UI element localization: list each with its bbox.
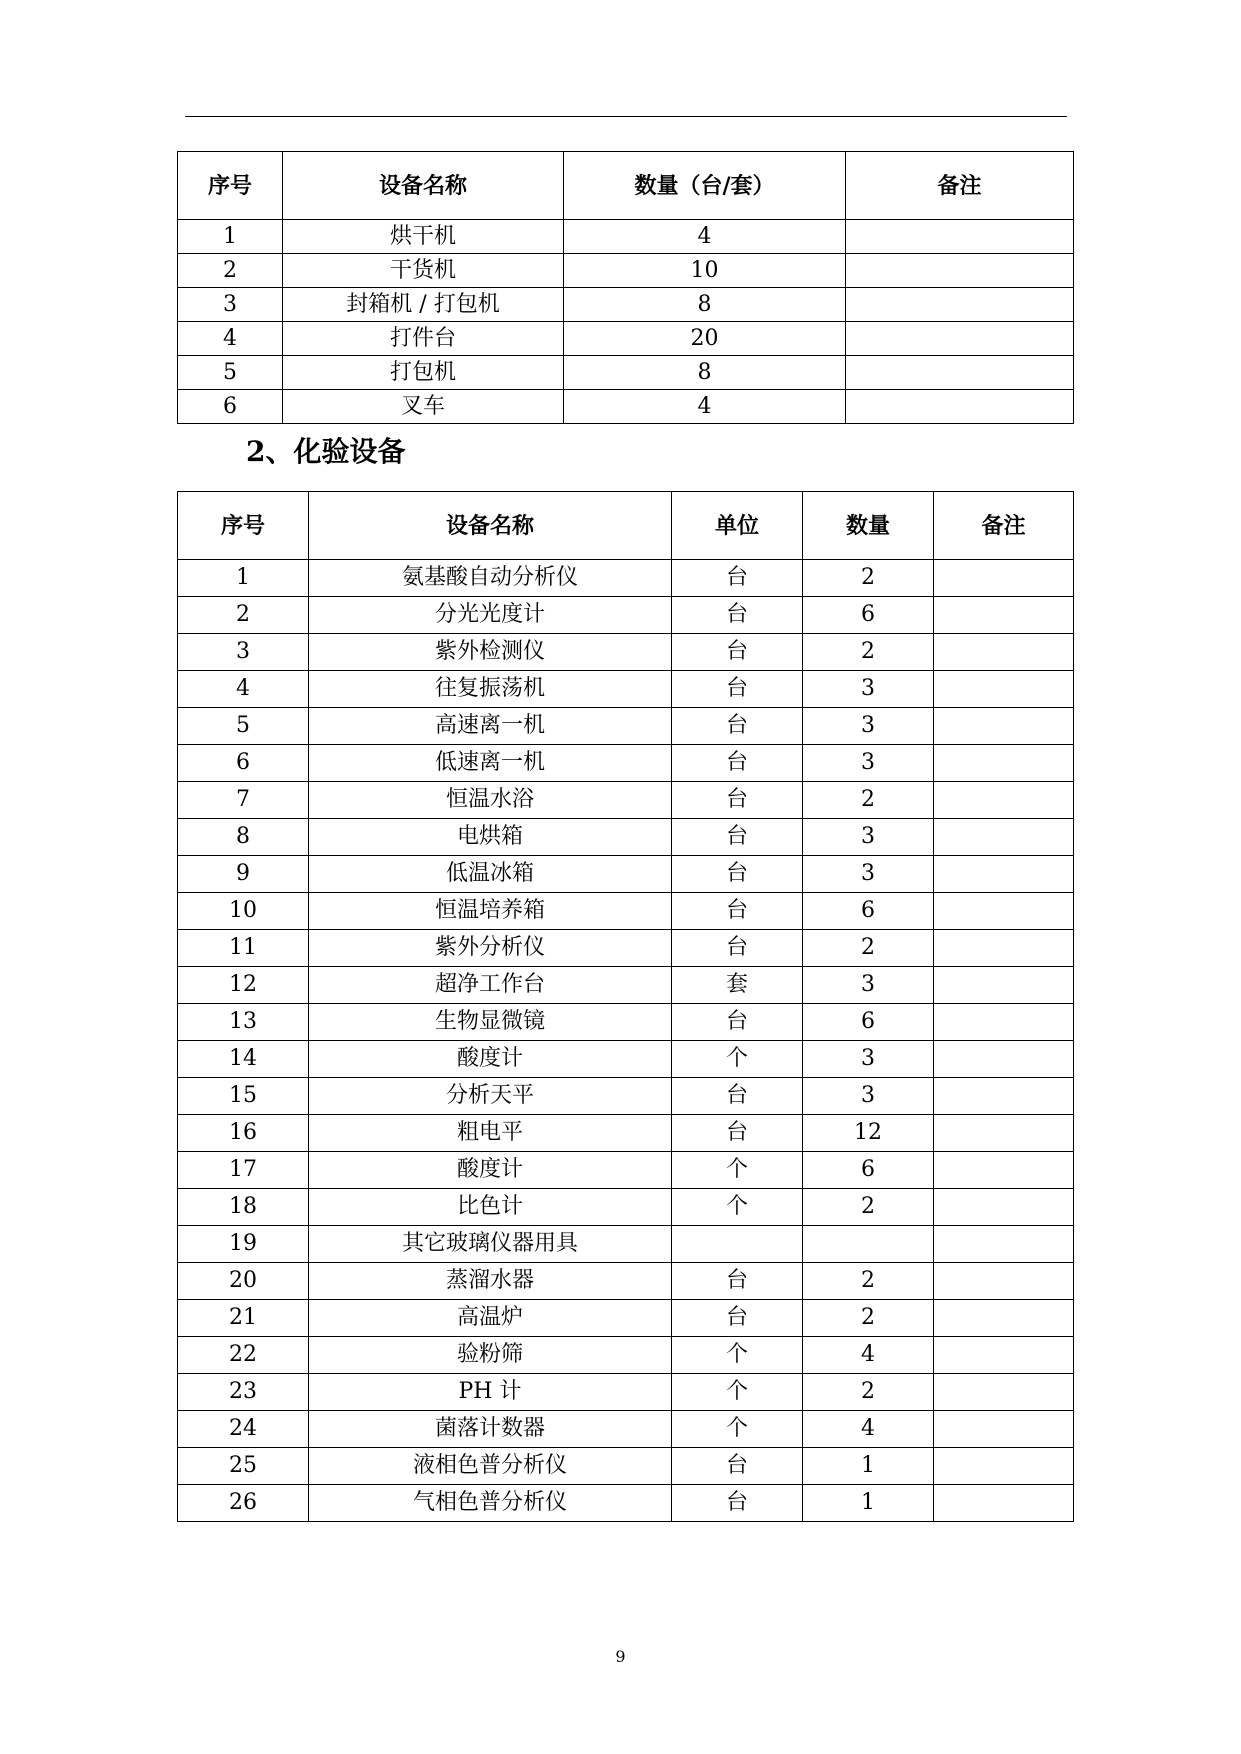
table-cell: 1 <box>803 1448 934 1485</box>
table-cell: 2 <box>803 560 934 597</box>
table-cell: 台 <box>672 1300 803 1337</box>
table-cell: 台 <box>672 1485 803 1522</box>
table-cell: 1 <box>178 560 309 597</box>
table-cell: 高温炉 <box>309 1300 672 1337</box>
section-title: 2、化验设备 <box>246 435 406 468</box>
table-cell: 21 <box>178 1300 309 1337</box>
table-cell: 其它玻璃仪器用具 <box>309 1226 672 1263</box>
table-cell: 套 <box>672 967 803 1004</box>
table-cell: 酸度计 <box>309 1152 672 1189</box>
table-cell: 5 <box>178 708 309 745</box>
table-cell: 20 <box>564 322 846 356</box>
table-cell: 紫外检测仪 <box>309 634 672 671</box>
table-cell: 叉车 <box>283 390 564 424</box>
table-cell <box>934 671 1074 708</box>
table-cell: 8 <box>178 819 309 856</box>
table-header-row <box>178 152 1074 220</box>
table-cell: 超净工作台 <box>309 967 672 1004</box>
equipment-table-1 <box>177 151 1074 424</box>
table-cell: 气相色普分析仪 <box>309 1485 672 1522</box>
table-cell <box>934 634 1074 671</box>
table-cell: 8 <box>564 288 846 322</box>
table-cell: 12 <box>803 1115 934 1152</box>
table-cell <box>934 1337 1074 1374</box>
table-row <box>178 708 1074 745</box>
table-cell: 台 <box>672 745 803 782</box>
table-cell <box>934 1374 1074 1411</box>
table-row <box>178 390 1074 424</box>
table-cell <box>934 1078 1074 1115</box>
table-cell: 5 <box>178 356 283 390</box>
header-rule <box>185 116 1067 117</box>
table-cell: 电烘箱 <box>309 819 672 856</box>
table-cell: 个 <box>672 1041 803 1078</box>
table-cell <box>934 1448 1074 1485</box>
table-row <box>178 1041 1074 1078</box>
table-row <box>178 597 1074 634</box>
table-cell <box>846 356 1074 390</box>
table-cell <box>934 1263 1074 1300</box>
table-row <box>178 745 1074 782</box>
table-cell: 6 <box>803 597 934 634</box>
header-cell: 数量（台/套） <box>564 152 846 220</box>
table-cell <box>934 782 1074 819</box>
table-cell: 台 <box>672 856 803 893</box>
table-row <box>178 671 1074 708</box>
table-cell: 比色计 <box>309 1189 672 1226</box>
table-cell: 往复振荡机 <box>309 671 672 708</box>
table-row <box>178 893 1074 930</box>
table-cell <box>846 390 1074 424</box>
table-cell: 1 <box>178 220 283 254</box>
table-cell: 1 <box>803 1485 934 1522</box>
table-cell <box>934 1189 1074 1226</box>
table-cell: 2 <box>803 1189 934 1226</box>
table-row <box>178 1226 1074 1263</box>
table-cell: 2 <box>803 1374 934 1411</box>
table-row <box>178 930 1074 967</box>
table-cell: 15 <box>178 1078 309 1115</box>
table-cell: 11 <box>178 930 309 967</box>
table-cell: 个 <box>672 1337 803 1374</box>
table-cell: 恒温培养箱 <box>309 893 672 930</box>
table-row <box>178 1485 1074 1522</box>
header-cell: 数量 <box>803 492 934 560</box>
table-row <box>178 967 1074 1004</box>
table-cell <box>934 1300 1074 1337</box>
table-cell <box>934 819 1074 856</box>
table-cell: 25 <box>178 1448 309 1485</box>
table-cell: 个 <box>672 1189 803 1226</box>
table-cell: 烘干机 <box>283 220 564 254</box>
table-cell <box>934 893 1074 930</box>
table-cell <box>934 856 1074 893</box>
table-cell: 2 <box>803 1300 934 1337</box>
table-cell: 10 <box>564 254 846 288</box>
table-cell: 低温冰箱 <box>309 856 672 893</box>
table-cell: 个 <box>672 1411 803 1448</box>
table-cell: 台 <box>672 1448 803 1485</box>
table-cell: 10 <box>178 893 309 930</box>
table-cell: 3 <box>803 671 934 708</box>
table-row <box>178 1448 1074 1485</box>
table-row <box>178 220 1074 254</box>
table-cell: 台 <box>672 930 803 967</box>
table-cell <box>846 288 1074 322</box>
table-cell <box>846 254 1074 288</box>
table-row <box>178 1263 1074 1300</box>
table-cell <box>934 1004 1074 1041</box>
table-cell: 验粉筛 <box>309 1337 672 1374</box>
table-cell: 酸度计 <box>309 1041 672 1078</box>
table-cell: 8 <box>564 356 846 390</box>
table-cell: 高速离一机 <box>309 708 672 745</box>
header-cell: 设备名称 <box>283 152 564 220</box>
table-cell <box>934 930 1074 967</box>
table-cell <box>934 1485 1074 1522</box>
table-cell: 个 <box>672 1374 803 1411</box>
table-row <box>178 1374 1074 1411</box>
table-cell: 紫外分析仪 <box>309 930 672 967</box>
table-cell: 6 <box>803 1152 934 1189</box>
table-cell: 台 <box>672 1263 803 1300</box>
table-cell: 6 <box>803 893 934 930</box>
table-cell: 低速离一机 <box>309 745 672 782</box>
table-cell <box>934 1152 1074 1189</box>
table-cell: 4 <box>178 322 283 356</box>
table-cell: 9 <box>178 856 309 893</box>
table-cell: PH 计 <box>309 1374 672 1411</box>
table-row <box>178 254 1074 288</box>
table-cell: 干货机 <box>283 254 564 288</box>
table-cell: 3 <box>803 708 934 745</box>
table-cell: 14 <box>178 1041 309 1078</box>
table-cell: 台 <box>672 560 803 597</box>
table-row <box>178 1300 1074 1337</box>
table-cell: 3 <box>803 856 934 893</box>
table-row <box>178 560 1074 597</box>
table-cell: 3 <box>803 967 934 1004</box>
table-cell: 12 <box>178 967 309 1004</box>
table-cell: 台 <box>672 671 803 708</box>
table-cell: 3 <box>803 1078 934 1115</box>
table-cell: 菌落计数器 <box>309 1411 672 1448</box>
table-row <box>178 819 1074 856</box>
table-cell <box>803 1226 934 1263</box>
table-row <box>178 1115 1074 1152</box>
table-cell: 蒸溜水器 <box>309 1263 672 1300</box>
table-cell: 2 <box>178 597 309 634</box>
table-cell <box>934 597 1074 634</box>
table-cell: 2 <box>803 1263 934 1300</box>
table-cell: 打包机 <box>283 356 564 390</box>
table-cell: 4 <box>564 220 846 254</box>
table-cell: 恒温水浴 <box>309 782 672 819</box>
table-cell <box>934 967 1074 1004</box>
table-cell: 6 <box>178 390 283 424</box>
page-number: 9 <box>615 1647 626 1666</box>
table-cell: 台 <box>672 819 803 856</box>
table-cell: 个 <box>672 1152 803 1189</box>
header-cell: 序号 <box>178 152 283 220</box>
table-cell: 13 <box>178 1004 309 1041</box>
table-cell: 台 <box>672 1078 803 1115</box>
table-cell <box>934 1226 1074 1263</box>
table-cell: 打件台 <box>283 322 564 356</box>
table-cell: 2 <box>178 254 283 288</box>
table-cell: 20 <box>178 1263 309 1300</box>
table-cell: 台 <box>672 634 803 671</box>
header-cell: 序号 <box>178 492 309 560</box>
table-row <box>178 856 1074 893</box>
table-cell: 生物显微镜 <box>309 1004 672 1041</box>
table-cell: 3 <box>178 288 283 322</box>
table-cell: 4 <box>178 671 309 708</box>
table-cell <box>934 1115 1074 1152</box>
table-row <box>178 356 1074 390</box>
table-cell: 17 <box>178 1152 309 1189</box>
table-cell: 19 <box>178 1226 309 1263</box>
table-cell: 分析天平 <box>309 1078 672 1115</box>
table-cell: 台 <box>672 708 803 745</box>
table-cell <box>934 1411 1074 1448</box>
table-cell <box>934 745 1074 782</box>
table-cell: 封箱机 / 打包机 <box>283 288 564 322</box>
table-cell: 4 <box>803 1411 934 1448</box>
table-cell: 26 <box>178 1485 309 1522</box>
table-cell: 23 <box>178 1374 309 1411</box>
equipment-table-2 <box>177 491 1074 1522</box>
table-cell: 分光光度计 <box>309 597 672 634</box>
table-cell: 台 <box>672 1115 803 1152</box>
table-row <box>178 1189 1074 1226</box>
table-cell <box>846 322 1074 356</box>
table-cell: 台 <box>672 1004 803 1041</box>
table-cell: 7 <box>178 782 309 819</box>
table-row <box>178 288 1074 322</box>
table-cell: 台 <box>672 782 803 819</box>
table-cell: 22 <box>178 1337 309 1374</box>
table-row <box>178 1337 1074 1374</box>
table-cell: 3 <box>803 1041 934 1078</box>
table-cell <box>934 1041 1074 1078</box>
table-row <box>178 634 1074 671</box>
table-cell: 粗电平 <box>309 1115 672 1152</box>
table-cell: 2 <box>803 930 934 967</box>
table-row <box>178 1411 1074 1448</box>
table-row <box>178 1152 1074 1189</box>
header-cell: 备注 <box>846 152 1074 220</box>
header-cell: 备注 <box>934 492 1074 560</box>
table-cell: 16 <box>178 1115 309 1152</box>
table-cell: 液相色普分析仪 <box>309 1448 672 1485</box>
table-header-row <box>178 492 1074 560</box>
table-cell: 氨基酸自动分析仪 <box>309 560 672 597</box>
table-cell: 3 <box>803 819 934 856</box>
table-cell: 3 <box>178 634 309 671</box>
table-cell: 2 <box>803 634 934 671</box>
table-cell: 24 <box>178 1411 309 1448</box>
table-cell <box>672 1226 803 1263</box>
table-cell: 2 <box>803 782 934 819</box>
table-cell: 3 <box>803 745 934 782</box>
table-cell: 台 <box>672 597 803 634</box>
table-row <box>178 1004 1074 1041</box>
table-row <box>178 782 1074 819</box>
table-cell: 18 <box>178 1189 309 1226</box>
table-cell <box>934 708 1074 745</box>
table-cell <box>846 220 1074 254</box>
table-row <box>178 322 1074 356</box>
table-cell <box>934 560 1074 597</box>
table-cell: 4 <box>803 1337 934 1374</box>
table-cell: 6 <box>178 745 309 782</box>
table-cell: 6 <box>803 1004 934 1041</box>
table-cell: 台 <box>672 893 803 930</box>
table-cell: 4 <box>564 390 846 424</box>
header-cell: 设备名称 <box>309 492 672 560</box>
table-row <box>178 1078 1074 1115</box>
header-cell: 单位 <box>672 492 803 560</box>
